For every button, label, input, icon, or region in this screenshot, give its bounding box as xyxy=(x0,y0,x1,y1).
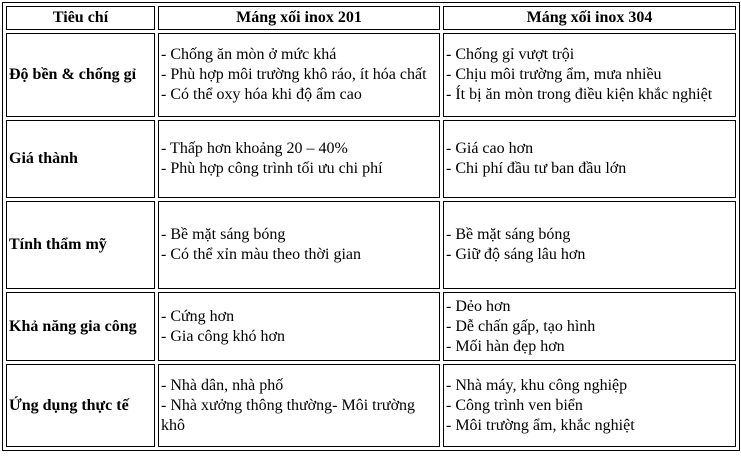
list-item: - Công trình ven biển xyxy=(446,396,583,414)
list-item: - Môi trường ẩm, khắc nghiệt xyxy=(446,416,635,434)
list-item: - Nhà máy, khu công nghiệp xyxy=(446,376,628,394)
list-item: - Nhà dân, nhà phố xyxy=(161,376,284,394)
inox304-cell xyxy=(443,120,736,198)
criterion-cell: Ứng dụng thực tế xyxy=(6,364,155,447)
header-criterion: Tiêu chí xyxy=(6,6,155,30)
inox304-cell xyxy=(443,364,736,447)
criterion-cell: Giá thành xyxy=(6,120,155,198)
table-row xyxy=(6,201,736,289)
list-item: - Giá cao hơn xyxy=(446,140,534,157)
list-item: - Gia công khó hơn xyxy=(161,327,285,345)
list-item: - Ít bị ăn mòn trong điều kiện khắc nghiệt xyxy=(446,86,713,103)
list-item: - Dẻo hơn xyxy=(446,297,511,315)
inox304-cell xyxy=(443,292,736,361)
list-item: - Giữ độ sáng lâu hơn xyxy=(446,246,586,263)
inox201-cell xyxy=(158,364,440,447)
list-item: - Có thể oxy hóa khi độ ẩm cao xyxy=(161,86,362,103)
inox304-cell xyxy=(443,201,736,289)
list-item: - Chống gỉ vượt trội xyxy=(446,46,575,63)
table-row xyxy=(6,364,736,447)
header-inox-201: Máng xối inox 201 xyxy=(158,6,440,30)
list-item: - Phù hợp môi trường khô ráo, ít hóa chất xyxy=(161,66,427,83)
list-item: - Chịu môi trường ẩm, mưa nhiều xyxy=(446,66,662,83)
inox201-cell xyxy=(158,201,440,289)
list-item: - Bề mặt sáng bóng xyxy=(161,226,286,243)
header-row xyxy=(6,6,736,30)
list-item: - Có thể xỉn màu theo thời gian xyxy=(161,246,361,263)
list-item: - Dễ chấn gấp, tạo hình xyxy=(446,317,596,335)
list-item: - Thấp hơn khoảng 20 – 40% xyxy=(161,140,348,157)
table-row xyxy=(6,33,736,117)
list-item: - Chống ăn mòn ở mức khá xyxy=(161,46,337,63)
header-inox-304: Máng xối inox 304 xyxy=(443,6,736,30)
list-item: - Bề mặt sáng bóng xyxy=(446,226,571,243)
criterion-cell: Độ bền & chống gỉ xyxy=(6,33,155,117)
table-row xyxy=(6,292,736,361)
comparison-table xyxy=(2,2,740,451)
list-item: - Mối hàn đẹp hơn xyxy=(446,337,565,355)
inox304-cell xyxy=(443,33,736,117)
criterion-cell: Khả năng gia công xyxy=(6,292,155,361)
table-row xyxy=(6,120,736,198)
criterion-cell: Tính thẩm mỹ xyxy=(6,201,155,289)
list-item: - Cứng hơn xyxy=(161,307,235,325)
list-item: - Nhà xưởng thông thường- Môi trường khô xyxy=(161,396,416,434)
list-item: - Chi phí đầu tư ban đầu lớn xyxy=(446,160,627,177)
inox201-cell xyxy=(158,292,440,361)
list-item: - Phù hợp công trình tối ưu chi phí xyxy=(161,160,383,177)
inox201-cell xyxy=(158,33,440,117)
inox201-cell xyxy=(158,120,440,198)
